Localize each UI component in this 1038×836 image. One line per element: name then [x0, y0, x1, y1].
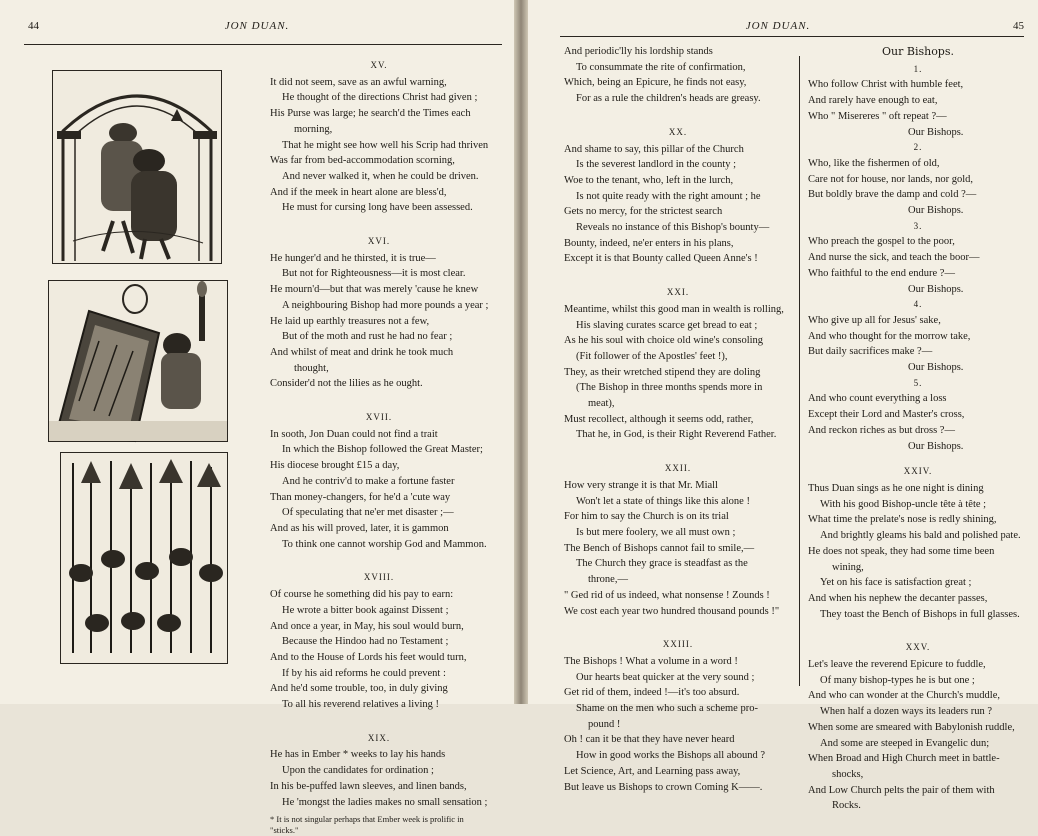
verse-line: When Broad and High Church meet in battle- — [808, 753, 1000, 765]
verse-line: Who preach the gospel to the poor, — [808, 236, 955, 248]
verse-line: morning, — [294, 123, 333, 135]
stanza-number: XXI. — [666, 287, 690, 298]
verse-line: But daily sacrifices make ?— — [808, 346, 933, 358]
verse-line: And shame to say, this pillar of the Church — [564, 143, 744, 155]
header-rule-right — [560, 36, 1024, 37]
verse-line: And as his will proved, later, it is gammon — [270, 522, 449, 534]
verse-line: Thus Duan sings as he one night is dining — [808, 482, 984, 494]
stanza-gap — [564, 619, 792, 633]
verse-line: He laid up earthly treasures not a few, — [270, 315, 430, 327]
verse-line: He has in Ember * weeks to lay his hands — [270, 749, 446, 761]
verse-line: How very strange it is that Mr. Miall — [564, 479, 718, 491]
verse-line: For him to say the Church is on its trial — [564, 511, 729, 523]
verse-line: With his good Bishop-uncle tête à tête ; — [820, 498, 987, 510]
page-number-left: 44 — [28, 20, 39, 32]
verse-line: He thought of the directions Christ had given ; — [282, 92, 478, 104]
left-page — [0, 0, 514, 836]
verse-line: What time the prelate's nose is redly shining, — [808, 514, 997, 526]
illustration-bishop-arch — [52, 70, 222, 264]
tablet-figure-drawing — [49, 281, 227, 441]
stanza-number: XVIII. — [363, 572, 395, 583]
verse-line: The Bishops ! What a volume in a word ! — [564, 655, 738, 667]
verse-line: Was far from bed-accommodation scorning, — [270, 155, 455, 167]
verse-line: Is the severest landlord in the county ; — [576, 159, 737, 171]
illustration-tablet-figure — [48, 280, 228, 442]
verse-line: And he contriv'd to make a fortune faster — [282, 475, 455, 487]
verse-line: In sooth, Jon Duan could not find a trait — [270, 428, 438, 440]
verse-line: Who " Misereres " oft repeat ?— — [808, 110, 947, 122]
verse-line: (The Bishop in three months spends more in — [576, 382, 763, 394]
verse-line: He wrote a bitter book against Dissent ; — [282, 604, 449, 616]
stanza-number: XXIII. — [662, 639, 694, 650]
verse-line: Because the Hindoo had no Testament ; — [282, 636, 449, 648]
verse-line: And who count everything a loss — [808, 393, 947, 405]
footnote — [270, 814, 488, 836]
verse-line: Woe to the tenant, who, left in the lurch, — [564, 174, 734, 186]
verse-line: And periodic'lly his lordship stands — [564, 46, 713, 57]
refrain-line: Our Bishops. — [908, 126, 964, 138]
verse-line: Except their Lord and Master's cross, — [808, 409, 965, 421]
verse-line: throne,— — [588, 574, 628, 586]
right-page — [528, 0, 1038, 812]
verse-line: And he'd some trouble, too, in duly giving — [270, 683, 448, 695]
verse-line: But boldly brave the damp and cold ?— — [808, 189, 977, 201]
right-text-column-1 — [564, 44, 792, 795]
running-title-left: JON DUAN. — [224, 20, 290, 32]
verse-line: That he, in God, is their Right Reverend Father. — [576, 429, 777, 441]
verse-line: And never walked it, when he could be driven. — [282, 170, 479, 182]
verse-line: And to the House of Lords his feet would turn, — [270, 651, 467, 663]
verse-line: Who faithful to the end endure ?— — [808, 267, 955, 279]
verse-line: When some are smeared with Babylonish ruddle, — [808, 721, 1015, 733]
verse-line: He hunger'd and he thirsted, it is true— — [270, 252, 436, 264]
refrain-line: Our Bishops. — [908, 440, 964, 452]
book-gutter — [514, 0, 528, 704]
stanza-number: XXII. — [664, 463, 692, 474]
verse-line: Bounty, indeed, ne'er enters in his plans, — [564, 237, 734, 249]
verse-line: When half a dozen ways its leaders run ? — [820, 706, 993, 718]
verse-line: Meantime, whilst this good man in wealth is rolling, — [564, 303, 784, 315]
verse-line: And rarely have enough to eat, — [808, 95, 938, 107]
verse-line: And whilst of meat and drink he took much — [270, 346, 454, 358]
verse-line: Must recollect, although it seems odd, rather, — [564, 413, 754, 425]
verse-line: If by his aid reforms he could prevent : — [282, 667, 446, 679]
verse-line: That he might see how well his Scrip had thriven — [282, 139, 489, 151]
stanza-gap — [564, 267, 792, 281]
verse-line: thought, — [294, 362, 329, 374]
stanza-number: XXIV. — [903, 466, 933, 477]
verse-line: But of the moth and rust he had no fear ; — [282, 331, 453, 343]
verse-line: Of many bishop-types he is but one ; — [820, 674, 975, 686]
verse-number: 1. — [913, 63, 923, 74]
verse-line: Who, like the fishermen of old, — [808, 157, 940, 169]
verse-line: Of course he something did his pay to earn: — [270, 589, 454, 601]
verse-number: 2. — [913, 142, 923, 153]
verse-line: Yet on his face is satisfaction great ; — [820, 577, 972, 589]
running-title-right: JON DUAN. — [745, 20, 811, 32]
refrain-line: Our Bishops. — [908, 283, 964, 295]
verse-line: But leave us Bishops to crown Coming K——. — [564, 781, 763, 793]
page-number-right: 45 — [1013, 20, 1024, 32]
verse-line: (Fit follower of the Apostles' feet !), — [576, 350, 728, 362]
verse-line: Of speculating that ne'er met disaster ;— — [282, 507, 454, 519]
verse-line: For as a rule the children's heads are greasy. — [576, 93, 761, 105]
verse-line: He must for cursing long have been assessed. — [282, 202, 473, 214]
stanza-gap — [808, 454, 1028, 460]
verse-line: A neighbouring Bishop had more pounds a year ; — [282, 299, 489, 311]
stanza-gap — [270, 713, 488, 727]
verse-line: Is but mere foolery, we all must own ; — [576, 526, 736, 538]
verse-line: And Low Church pelts the pair of them with — [808, 784, 995, 796]
verse-line: Oh ! can it be that they have never heard — [564, 734, 735, 746]
verse-line: And reckon riches as but dross ?— — [808, 424, 955, 436]
verse-line: We cost each year two hundred thousand pounds !" — [564, 605, 780, 617]
verse-line: " Ged rid of us indeed, what nonsense ! Zounds ! — [564, 589, 770, 601]
verse-line: Is not quite ready with the right amount ; he — [576, 190, 761, 202]
footnote-line: * It is not singular perhaps that Ember week is prolific in — [270, 814, 464, 825]
stanza-number: XVII. — [365, 412, 393, 423]
stanza-gap — [564, 107, 792, 121]
header-rule-left — [24, 44, 502, 45]
verse-line: Gets no mercy, for the strictest search — [564, 206, 723, 218]
verse-line: shocks, — [832, 768, 864, 780]
verse-line: And when his nephew the decanter passes, — [808, 592, 988, 604]
verse-line: He mourn'd—but that was merely 'cause he knew — [270, 284, 479, 296]
verse-line: His slaving curates scarce get bread to eat ; — [576, 319, 758, 331]
verse-line: Consider'd not the lilies as he ought. — [270, 378, 423, 390]
verse-line: It did not seem, save as an awful warning, — [270, 76, 447, 88]
stanza-number: XIX. — [367, 732, 391, 743]
stanza-gap — [270, 552, 488, 566]
right-text-column-2 — [808, 44, 1028, 814]
verse-line: They, as their wretched stipend they are doling — [564, 366, 761, 378]
left-text-column — [270, 54, 488, 836]
verse-line: And brightly gleams his bald and polished pate. — [820, 530, 1021, 542]
verse-line: meat), — [588, 398, 615, 410]
verse-line: And if the meek in heart alone are bless'd, — [270, 186, 447, 198]
our-bishops-title: Our Bishops. — [882, 45, 954, 58]
stanza-number: XVI. — [367, 236, 391, 247]
verse-line: As he his soul with choice old wine's consoling — [564, 335, 764, 347]
stanza-gap — [270, 392, 488, 406]
verse-line: Get rid of them, indeed !—it's too absurd. — [564, 687, 740, 699]
verse-line: Let's leave the reverend Epicure to fuddle, — [808, 659, 986, 671]
verse-line: And who thought for the morrow take, — [808, 330, 971, 342]
verse-line: And nurse the sick, and teach the boor— — [808, 252, 980, 264]
verse-line: The Bench of Bishops cannot fail to smile,— — [564, 542, 755, 554]
verse-line: Who give up all for Jesus' sake, — [808, 314, 941, 326]
verse-line: His Purse was large; he search'd the Times each — [270, 108, 471, 120]
illustration-mitres — [60, 452, 228, 664]
verse-line: pound ! — [588, 718, 621, 730]
verse-line: Who follow Christ with humble feet, — [808, 79, 964, 91]
verse-line: His diocese brought £15 a day, — [270, 460, 400, 472]
verse-line: They toast the Bench of Bishops in full glasses. — [820, 608, 1020, 620]
stanza-gap — [564, 443, 792, 457]
verse-line: He 'mongst the ladies makes no small sensation ; — [282, 796, 488, 808]
verse-line: wining, — [832, 561, 864, 573]
verse-line: Won't let a state of things like this alone ! — [576, 495, 750, 507]
mitres-drawing — [61, 453, 227, 663]
refrain-line: Our Bishops. — [908, 205, 964, 217]
refrain-line: Our Bishops. — [908, 362, 964, 374]
verse-line: Which, being an Epicure, he finds not easy, — [564, 77, 747, 89]
verse-line: But not for Righteousness—it is most clear. — [282, 268, 466, 280]
column-divider — [799, 56, 800, 686]
verse-line: The Church they grace is steadfast as the — [576, 558, 748, 570]
verse-line: And some are steeped in Evangelic dun; — [820, 737, 990, 749]
footnote-line: "sticks." — [270, 825, 299, 836]
verse-number: 3. — [913, 220, 923, 231]
verse-line: Than money-changers, for he'd a 'cute way — [270, 491, 451, 503]
stanza-number: XX. — [668, 126, 688, 137]
verse-line: To consummate the rite of confirmation, — [576, 61, 746, 73]
verse-line: Reveals no instance of this Bishop's bounty— — [576, 222, 770, 234]
verse-line: To all his reverend relatives a living ! — [282, 699, 440, 711]
verse-line: And who can wonder at the Church's muddle, — [808, 690, 1001, 702]
verse-number: 5. — [913, 377, 923, 388]
verse-line: In his be-puffed lawn sleeves, and linen bands, — [270, 780, 467, 792]
verse-number: 4. — [913, 299, 923, 310]
verse-line: How in good works the Bishops all abound ? — [576, 750, 765, 762]
stanza-number: XV. — [370, 60, 388, 70]
verse-line: He does not speak, they had some time been — [808, 545, 995, 557]
verse-line: Rocks. — [832, 800, 861, 812]
verse-line: In which the Bishop followed the Great Master; — [282, 444, 483, 456]
verse-line: Shame on the men who such a scheme pro- — [576, 703, 758, 715]
bishop-arch-drawing — [53, 71, 221, 263]
verse-line: And once a year, in May, his soul would burn, — [270, 620, 464, 632]
stanza-number: XXV. — [905, 642, 931, 653]
stanza-gap — [270, 216, 488, 230]
stanza-gap — [808, 622, 1028, 636]
verse-line: Except it is that Bounty called Queen Anne's ! — [564, 253, 758, 265]
verse-line: Let Science, Art, and Learning pass away, — [564, 765, 741, 777]
verse-line: Care not for house, nor lands, nor gold, — [808, 173, 974, 185]
verse-line: To think one cannot worship God and Mammon. — [282, 538, 487, 550]
verse-line: Our hearts beat quicker at the very sound ; — [576, 671, 755, 683]
verse-line: Upon the candidates for ordination ; — [282, 765, 434, 777]
